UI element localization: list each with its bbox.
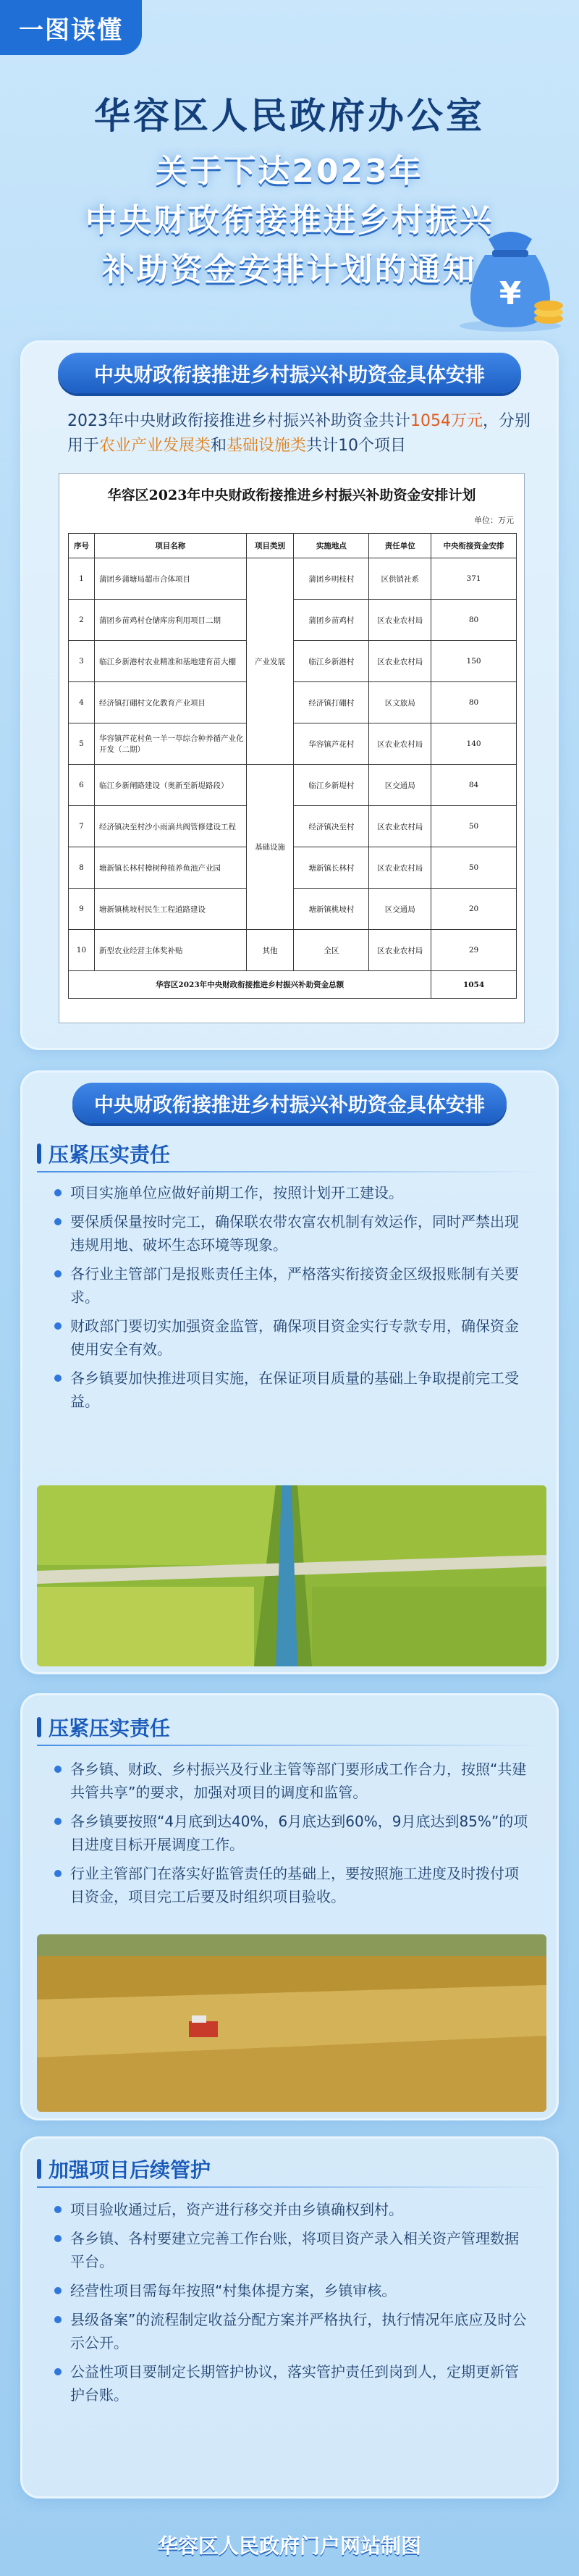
- list-item: 各乡镇要按照“4月底到达40%，6月底达到60%，9月底达到85%”的项目进度目标开展调度工作。: [54, 1810, 532, 1856]
- section-heading: 压紧压实责任: [37, 1139, 170, 1168]
- cell-unit: 区农业农村局: [369, 806, 431, 847]
- summary-category-industry: 农业产业发展类: [99, 437, 211, 455]
- cell-unit: 区农业农村局: [369, 600, 431, 641]
- maintenance-panel: [20, 2136, 559, 2499]
- table-row: [69, 930, 517, 971]
- list-item: 县级备案”的流程制定收益分配方案并严格执行，执行情况年底应及时公示公开。: [54, 2308, 532, 2354]
- cell-no: 7: [69, 806, 95, 847]
- cell-no: 4: [69, 682, 95, 723]
- cell-name: 华容镇芦花村鱼一羊一草综合种养循产业化开发（二期）: [94, 723, 246, 765]
- cell-location: 塘新镇长林村: [294, 847, 369, 889]
- list-item: 公益性项目要制定长期管护协议，落实管护责任到岗到人，定期更新管护台账。: [54, 2360, 532, 2407]
- summary-text: 共计10个项目: [306, 437, 407, 455]
- summary-text: 2023年中央财政衔接推进乡村振兴补助资金共计: [67, 412, 410, 430]
- col-header: 责任单位: [369, 534, 431, 558]
- allocation-table-card: [59, 473, 525, 1023]
- cell-category: 基础设施: [246, 765, 294, 930]
- cell-no: 8: [69, 847, 95, 889]
- cell-no: 5: [69, 723, 95, 765]
- col-header: 序号: [69, 534, 95, 558]
- farmland-aerial-photo: [37, 1485, 546, 1666]
- money-bag-icon: [456, 210, 565, 333]
- title-line-3: 补助资金安排计划的通知: [102, 251, 477, 288]
- list-item: 要保质保量按时完工，确保联农带农富农机制有效运作，同时严禁出现违规用地、破坏生态环境等现象。: [54, 1210, 532, 1256]
- cell-unit: 区交通局: [369, 889, 431, 930]
- table-row: [69, 765, 517, 806]
- heading-divider: [37, 1745, 546, 1746]
- cell-unit: 区农业农村局: [369, 723, 431, 765]
- funding-summary: [67, 409, 531, 458]
- svg-text:¥: ¥: [499, 275, 522, 312]
- summary-text: 和: [211, 437, 227, 455]
- table-unit: 单位：万元: [474, 516, 514, 525]
- cell-no: 2: [69, 600, 95, 641]
- section-heading: 压紧压实责任: [37, 1713, 170, 1742]
- col-header: 实施地点: [294, 534, 369, 558]
- cell-location: 临江乡新港村: [294, 641, 369, 682]
- cell-name: 蒲团乡苗鸡村仓储库房利用项目二期: [94, 600, 246, 641]
- cell-amount: 20: [431, 889, 517, 930]
- cell-total-label: 华容区2023年中央财政衔接推进乡村振兴补助资金总额: [69, 971, 431, 999]
- cell-no: 10: [69, 930, 95, 971]
- cell-name: 新型农业经营主体奖补贴: [94, 930, 246, 971]
- list-item: 财政部门要切实加强资金监管，确保项目资金实行专款专用，确保资金使用安全有效。: [54, 1314, 532, 1361]
- cell-name: 塘新镇长林村樟树种植养鱼池产业园: [94, 847, 246, 889]
- cell-name: 临江乡新港村农业精准和基地建育苗大棚: [94, 641, 246, 682]
- col-header: 项目名称: [94, 534, 246, 558]
- hero-header: [0, 0, 579, 340]
- bullet-list: [54, 2198, 532, 2412]
- summary-text: ，分别用于: [67, 412, 531, 455]
- cell-location: 蒲团乡苗鸡村: [294, 600, 369, 641]
- heading-divider: [37, 2186, 546, 2188]
- cell-location: 经济镇打硼村: [294, 682, 369, 723]
- cell-location: 蒲团乡明枝村: [294, 558, 369, 600]
- cell-amount: 371: [431, 558, 517, 600]
- footer-credit: 华容区人民政府门户网站制图: [157, 2533, 421, 2558]
- list-item: 各乡镇要加快推进项目实施，在保证项目质量的基础上争取提前完工受益。: [54, 1367, 532, 1413]
- responsibility-panel-2: [20, 1693, 559, 2120]
- cell-name: 塘新镇桃坡村民生工程道路建设: [94, 889, 246, 930]
- cell-no: 6: [69, 765, 95, 806]
- summary-amount: 1054万元: [410, 412, 483, 430]
- cell-no: 9: [69, 889, 95, 930]
- cell-location: 全区: [294, 930, 369, 971]
- heading-divider: [37, 1171, 546, 1172]
- cell-total-value: 1054: [431, 971, 517, 999]
- title-line-2: 中央财政衔接推进乡村振兴: [85, 202, 494, 239]
- list-item: 各行业主管部门是报账责任主体，严格落实衔接资金区级报账制有关要求。: [54, 1262, 532, 1309]
- cell-unit: 区农业农村局: [369, 641, 431, 682]
- section-title: 中央财政衔接推进乡村振兴补助资金具体安排: [58, 353, 521, 393]
- section-title: 中央财政衔接推进乡村振兴补助资金具体安排: [72, 1083, 507, 1123]
- cell-name: 蒲团乡蒲塘局超市合体项目: [94, 558, 246, 600]
- cell-location: 经济镇决至村: [294, 806, 369, 847]
- cell-unit: 区农业农村局: [369, 930, 431, 971]
- cell-amount: 50: [431, 847, 517, 889]
- cell-unit: 区供销社系: [369, 558, 431, 600]
- cell-name: 经济镇决至村沙小雨滴共阀管修建设工程: [94, 806, 246, 847]
- harvest-field-photo: [37, 1934, 546, 2112]
- list-item: 项目验收通过后，资产进行移交并由乡镇确权到村。: [54, 2198, 532, 2221]
- cell-no: 1: [69, 558, 95, 600]
- cell-location: 塘新镇桃坡村: [294, 889, 369, 930]
- responsibility-panel: [20, 1070, 559, 1674]
- cell-location: 临江乡新堤村: [294, 765, 369, 806]
- cell-location: 华容镇芦花村: [294, 723, 369, 765]
- cell-name: 经济镇打硼村文化教育产业项目: [94, 682, 246, 723]
- cell-no: 3: [69, 641, 95, 682]
- cell-amount: 80: [431, 682, 517, 723]
- cell-amount: 29: [431, 930, 517, 971]
- cell-unit: 区农业农村局: [369, 847, 431, 889]
- list-item: 项目实施单位应做好前期工作，按照计划开工建设。: [54, 1181, 532, 1204]
- list-item: 各乡镇、财政、乡村振兴及行业主管等部门要形成工作合力，按照“共建共管共享”的要求，加强对项目的调度和监管。: [54, 1758, 532, 1804]
- list-item: 经营性项目需每年按照“村集体提方案，乡镇审核。: [54, 2279, 532, 2302]
- cell-unit: 区交通局: [369, 765, 431, 806]
- allocation-table: [68, 533, 517, 999]
- cell-amount: 50: [431, 806, 517, 847]
- summary-category-infra: 基础设施类: [227, 437, 307, 455]
- bullet-list: [54, 1181, 532, 1419]
- cell-name: 临江乡新闸路建设（奥新至新堤路段）: [94, 765, 246, 806]
- table-header-row: [69, 534, 517, 558]
- cell-category: 产业发展: [246, 558, 294, 765]
- table-title: 华容区2023年中央财政衔接推进乡村振兴补助资金安排计划: [107, 487, 476, 503]
- bullet-list: [54, 1758, 532, 1914]
- cell-amount: 140: [431, 723, 517, 765]
- section-heading: 加强项目后续管护: [37, 2155, 211, 2183]
- title-line-1: 关于下达2023年: [156, 153, 423, 190]
- cell-unit: 区文旅局: [369, 682, 431, 723]
- infographic-badge: 一图读懂: [0, 0, 142, 55]
- funding-arrangement-panel: [20, 340, 559, 1050]
- list-item: 行业主管部门在落实好监管责任的基础上，要按照施工进度及时拨付项目资金，项目完工后要及时组织项目验收。: [54, 1862, 532, 1908]
- cell-amount: 80: [431, 600, 517, 641]
- col-header: 中央衔接资金安排: [431, 534, 517, 558]
- table-row: [69, 558, 517, 600]
- cell-amount: 84: [431, 765, 517, 806]
- cell-amount: 150: [431, 641, 517, 682]
- cell-category: 其他: [246, 930, 294, 971]
- list-item: 各乡镇、各村要建立完善工作台账，将项目资产录入相关资产管理数据平台。: [54, 2227, 532, 2273]
- table-total-row: [69, 971, 517, 999]
- issuing-office: 华容区人民政府办公室: [94, 95, 485, 137]
- col-header: 项目类别: [246, 534, 294, 558]
